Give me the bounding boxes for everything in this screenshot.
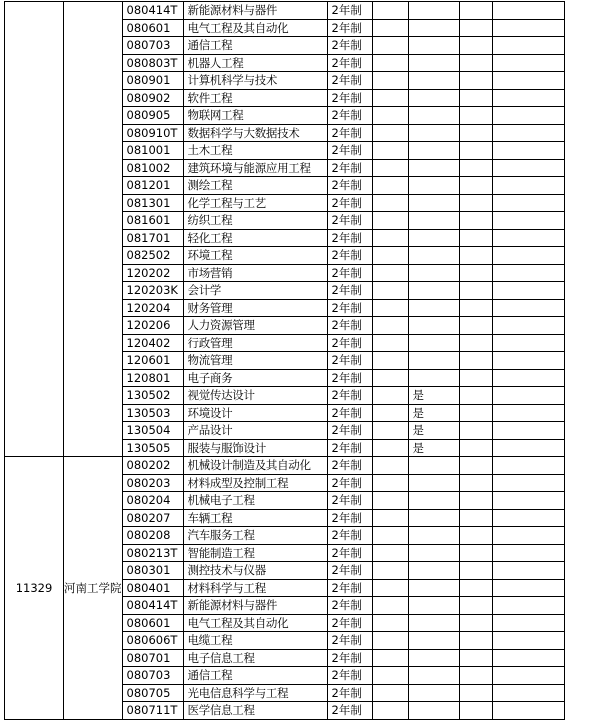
major-code-cell: 080208 <box>122 527 183 545</box>
blank-cell <box>459 702 492 720</box>
blank-cell <box>459 352 492 370</box>
major-code-cell: 080401 <box>122 579 183 597</box>
blank-cell <box>372 579 408 597</box>
duration-cell: 2年制 <box>327 299 372 317</box>
flag-cell <box>408 2 459 20</box>
blank-cell <box>492 387 564 405</box>
duration-cell: 2年制 <box>327 229 372 247</box>
flag-cell <box>408 159 459 177</box>
blank-cell <box>492 544 564 562</box>
blank-cell <box>492 422 564 440</box>
duration-cell: 2年制 <box>327 527 372 545</box>
major-code-cell: 080803T <box>122 54 183 72</box>
blank-cell <box>459 422 492 440</box>
duration-cell: 2年制 <box>327 667 372 685</box>
duration-cell: 2年制 <box>327 247 372 265</box>
duration-cell: 2年制 <box>327 474 372 492</box>
major-code-cell: 081002 <box>122 159 183 177</box>
blank-cell <box>372 457 408 475</box>
major-code-cell: 081701 <box>122 229 183 247</box>
major-name-cell: 市场营销 <box>183 264 327 282</box>
major-code-cell: 120203K <box>122 282 183 300</box>
blank-cell <box>492 247 564 265</box>
duration-cell: 2年制 <box>327 317 372 335</box>
major-name-cell: 软件工程 <box>183 89 327 107</box>
flag-cell <box>408 597 459 615</box>
majors-table <box>4 1 565 720</box>
major-code-cell: 080711T <box>122 702 183 720</box>
duration-cell: 2年制 <box>327 37 372 55</box>
blank-cell <box>372 212 408 230</box>
major-code-cell: 080414T <box>122 2 183 20</box>
major-code-cell: 080703 <box>122 667 183 685</box>
blank-cell <box>492 439 564 457</box>
duration-cell: 2年制 <box>327 457 372 475</box>
majors-table-body <box>5 2 565 720</box>
blank-cell <box>459 124 492 142</box>
major-code-cell: 081201 <box>122 177 183 195</box>
flag-cell <box>408 89 459 107</box>
flag-cell <box>408 72 459 90</box>
blank-cell <box>459 212 492 230</box>
blank-cell <box>459 317 492 335</box>
major-name-cell: 数据科学与大数据技术 <box>183 124 327 142</box>
blank-cell <box>372 299 408 317</box>
blank-cell <box>459 89 492 107</box>
blank-cell <box>372 177 408 195</box>
blank-cell <box>459 72 492 90</box>
blank-cell <box>492 632 564 650</box>
blank-cell <box>492 492 564 510</box>
flag-cell <box>408 334 459 352</box>
major-name-cell: 视觉传达设计 <box>183 387 327 405</box>
blank-cell <box>372 527 408 545</box>
school-name-cell <box>64 2 123 457</box>
flag-cell <box>408 632 459 650</box>
blank-cell <box>372 684 408 702</box>
major-name-cell: 轻化工程 <box>183 229 327 247</box>
blank-cell <box>372 37 408 55</box>
major-name-cell: 光电信息科学与工程 <box>183 684 327 702</box>
major-code-cell: 120601 <box>122 352 183 370</box>
duration-cell: 2年制 <box>327 194 372 212</box>
blank-cell <box>372 474 408 492</box>
flag-cell <box>408 684 459 702</box>
blank-cell <box>492 562 564 580</box>
major-code-cell: 080703 <box>122 37 183 55</box>
major-name-cell: 电气工程及其自动化 <box>183 614 327 632</box>
flag-cell <box>408 544 459 562</box>
major-name-cell: 机械电子工程 <box>183 492 327 510</box>
blank-cell <box>372 264 408 282</box>
blank-cell <box>492 299 564 317</box>
blank-cell <box>492 597 564 615</box>
blank-cell <box>492 509 564 527</box>
major-name-cell: 会计学 <box>183 282 327 300</box>
flag-cell <box>408 702 459 720</box>
blank-cell <box>372 404 408 422</box>
major-name-cell: 物流管理 <box>183 352 327 370</box>
flag-cell: 是 <box>408 404 459 422</box>
flag-cell <box>408 37 459 55</box>
blank-cell <box>492 264 564 282</box>
flag-cell <box>408 107 459 125</box>
blank-cell <box>492 369 564 387</box>
blank-cell <box>372 159 408 177</box>
duration-cell: 2年制 <box>327 597 372 615</box>
flag-cell <box>408 352 459 370</box>
flag-cell <box>408 177 459 195</box>
duration-cell: 2年制 <box>327 702 372 720</box>
blank-cell <box>459 19 492 37</box>
blank-cell <box>372 89 408 107</box>
duration-cell: 2年制 <box>327 89 372 107</box>
blank-cell <box>372 247 408 265</box>
major-name-cell: 电子信息工程 <box>183 649 327 667</box>
major-code-cell: 120202 <box>122 264 183 282</box>
duration-cell: 2年制 <box>327 72 372 90</box>
blank-cell <box>492 212 564 230</box>
blank-cell <box>492 159 564 177</box>
blank-cell <box>492 142 564 160</box>
flag-cell: 是 <box>408 422 459 440</box>
blank-cell <box>459 439 492 457</box>
major-name-cell: 行政管理 <box>183 334 327 352</box>
major-name-cell: 电子商务 <box>183 369 327 387</box>
blank-cell <box>372 422 408 440</box>
major-code-cell: 080414T <box>122 597 183 615</box>
table-row <box>5 2 565 20</box>
blank-cell <box>492 37 564 55</box>
flag-cell <box>408 212 459 230</box>
blank-cell <box>372 667 408 685</box>
blank-cell <box>459 667 492 685</box>
major-code-cell: 081001 <box>122 142 183 160</box>
major-name-cell: 计算机科学与技术 <box>183 72 327 90</box>
blank-cell <box>459 194 492 212</box>
major-code-cell: 080204 <box>122 492 183 510</box>
blank-cell <box>372 597 408 615</box>
flag-cell <box>408 474 459 492</box>
flag-cell <box>408 124 459 142</box>
blank-cell <box>492 474 564 492</box>
major-name-cell: 机械设计制造及其自动化 <box>183 457 327 475</box>
duration-cell: 2年制 <box>327 352 372 370</box>
blank-cell <box>492 54 564 72</box>
duration-cell: 2年制 <box>327 19 372 37</box>
blank-cell <box>492 72 564 90</box>
blank-cell <box>372 19 408 37</box>
flag-cell <box>408 282 459 300</box>
blank-cell <box>372 439 408 457</box>
flag-cell <box>408 194 459 212</box>
blank-cell <box>459 142 492 160</box>
duration-cell: 2年制 <box>327 264 372 282</box>
blank-cell <box>372 544 408 562</box>
duration-cell: 2年制 <box>327 107 372 125</box>
major-code-cell: 130505 <box>122 439 183 457</box>
flag-cell <box>408 457 459 475</box>
major-code-cell: 080213T <box>122 544 183 562</box>
flag-cell <box>408 142 459 160</box>
blank-cell <box>459 474 492 492</box>
blank-cell <box>492 317 564 335</box>
blank-cell <box>372 54 408 72</box>
duration-cell: 2年制 <box>327 492 372 510</box>
major-name-cell: 建筑环境与能源应用工程 <box>183 159 327 177</box>
major-name-cell: 化学工程与工艺 <box>183 194 327 212</box>
blank-cell <box>372 124 408 142</box>
duration-cell: 2年制 <box>327 282 372 300</box>
duration-cell: 2年制 <box>327 579 372 597</box>
blank-cell <box>492 2 564 20</box>
major-code-cell: 080301 <box>122 562 183 580</box>
blank-cell <box>372 229 408 247</box>
major-code-cell: 120801 <box>122 369 183 387</box>
blank-cell <box>459 527 492 545</box>
duration-cell: 2年制 <box>327 369 372 387</box>
duration-cell: 2年制 <box>327 404 372 422</box>
blank-cell <box>492 702 564 720</box>
duration-cell: 2年制 <box>327 124 372 142</box>
blank-cell <box>459 369 492 387</box>
major-code-cell: 080203 <box>122 474 183 492</box>
school-code-cell: 11329 <box>5 457 64 720</box>
major-name-cell: 产品设计 <box>183 422 327 440</box>
major-name-cell: 环境工程 <box>183 247 327 265</box>
major-name-cell: 新能源材料与器件 <box>183 597 327 615</box>
major-code-cell: 080202 <box>122 457 183 475</box>
major-code-cell: 080701 <box>122 649 183 667</box>
flag-cell <box>408 527 459 545</box>
blank-cell <box>459 54 492 72</box>
blank-cell <box>492 282 564 300</box>
blank-cell <box>459 177 492 195</box>
blank-cell <box>372 702 408 720</box>
flag-cell <box>408 492 459 510</box>
major-name-cell: 土木工程 <box>183 142 327 160</box>
duration-cell: 2年制 <box>327 544 372 562</box>
blank-cell <box>459 404 492 422</box>
major-name-cell: 电缆工程 <box>183 632 327 650</box>
major-name-cell: 车辆工程 <box>183 509 327 527</box>
blank-cell <box>492 124 564 142</box>
duration-cell: 2年制 <box>327 142 372 160</box>
flag-cell <box>408 247 459 265</box>
school-code-cell <box>5 2 64 457</box>
blank-cell <box>372 632 408 650</box>
blank-cell <box>459 159 492 177</box>
blank-cell <box>492 89 564 107</box>
blank-cell <box>372 194 408 212</box>
blank-cell <box>492 19 564 37</box>
blank-cell <box>459 37 492 55</box>
duration-cell: 2年制 <box>327 54 372 72</box>
blank-cell <box>492 334 564 352</box>
major-name-cell: 人力资源管理 <box>183 317 327 335</box>
major-name-cell: 医学信息工程 <box>183 702 327 720</box>
major-name-cell: 通信工程 <box>183 667 327 685</box>
major-code-cell: 080601 <box>122 19 183 37</box>
flag-cell <box>408 509 459 527</box>
flag-cell <box>408 317 459 335</box>
flag-cell <box>408 579 459 597</box>
major-code-cell: 130502 <box>122 387 183 405</box>
blank-cell <box>459 492 492 510</box>
blank-cell <box>459 247 492 265</box>
blank-cell <box>492 229 564 247</box>
major-code-cell: 080601 <box>122 614 183 632</box>
blank-cell <box>459 544 492 562</box>
blank-cell <box>459 334 492 352</box>
blank-cell <box>372 2 408 20</box>
blank-cell <box>492 579 564 597</box>
major-code-cell: 120204 <box>122 299 183 317</box>
flag-cell <box>408 54 459 72</box>
blank-cell <box>459 614 492 632</box>
blank-cell <box>492 194 564 212</box>
major-name-cell: 服装与服饰设计 <box>183 439 327 457</box>
major-code-cell: 120206 <box>122 317 183 335</box>
major-name-cell: 环境设计 <box>183 404 327 422</box>
major-code-cell: 120402 <box>122 334 183 352</box>
flag-cell <box>408 19 459 37</box>
duration-cell: 2年制 <box>327 387 372 405</box>
major-code-cell: 081301 <box>122 194 183 212</box>
blank-cell <box>372 317 408 335</box>
school-name-cell: 河南工学院 <box>64 457 123 720</box>
blank-cell <box>372 282 408 300</box>
major-name-cell: 汽车服务工程 <box>183 527 327 545</box>
major-name-cell: 财务管理 <box>183 299 327 317</box>
blank-cell <box>459 282 492 300</box>
blank-cell <box>372 614 408 632</box>
duration-cell: 2年制 <box>327 614 372 632</box>
blank-cell <box>372 352 408 370</box>
major-name-cell: 机器人工程 <box>183 54 327 72</box>
duration-cell: 2年制 <box>327 632 372 650</box>
major-code-cell: 080207 <box>122 509 183 527</box>
blank-cell <box>459 597 492 615</box>
blank-cell <box>372 72 408 90</box>
major-code-cell: 081601 <box>122 212 183 230</box>
flag-cell <box>408 369 459 387</box>
major-name-cell: 新能源材料与器件 <box>183 2 327 20</box>
major-name-cell: 测绘工程 <box>183 177 327 195</box>
blank-cell <box>372 509 408 527</box>
major-code-cell: 080902 <box>122 89 183 107</box>
blank-cell <box>492 649 564 667</box>
duration-cell: 2年制 <box>327 509 372 527</box>
blank-cell <box>372 334 408 352</box>
blank-cell <box>459 649 492 667</box>
flag-cell <box>408 614 459 632</box>
blank-cell <box>492 527 564 545</box>
blank-cell <box>459 264 492 282</box>
blank-cell <box>459 632 492 650</box>
blank-cell <box>459 562 492 580</box>
blank-cell <box>372 369 408 387</box>
major-code-cell: 130503 <box>122 404 183 422</box>
blank-cell <box>372 492 408 510</box>
duration-cell: 2年制 <box>327 159 372 177</box>
flag-cell: 是 <box>408 439 459 457</box>
flag-cell <box>408 562 459 580</box>
blank-cell <box>492 177 564 195</box>
blank-cell <box>459 579 492 597</box>
blank-cell <box>459 387 492 405</box>
blank-cell <box>492 614 564 632</box>
blank-cell <box>459 299 492 317</box>
major-code-cell: 082502 <box>122 247 183 265</box>
major-code-cell: 080606T <box>122 632 183 650</box>
blank-cell <box>372 142 408 160</box>
major-code-cell: 130504 <box>122 422 183 440</box>
blank-cell <box>459 509 492 527</box>
major-code-cell: 080905 <box>122 107 183 125</box>
duration-cell: 2年制 <box>327 177 372 195</box>
blank-cell <box>459 2 492 20</box>
major-name-cell: 纺织工程 <box>183 212 327 230</box>
flag-cell <box>408 264 459 282</box>
major-name-cell: 通信工程 <box>183 37 327 55</box>
major-code-cell: 080705 <box>122 684 183 702</box>
blank-cell <box>492 107 564 125</box>
blank-cell <box>492 684 564 702</box>
major-code-cell: 080910T <box>122 124 183 142</box>
flag-cell: 是 <box>408 387 459 405</box>
duration-cell: 2年制 <box>327 439 372 457</box>
blank-cell <box>492 352 564 370</box>
blank-cell <box>492 457 564 475</box>
blank-cell <box>372 562 408 580</box>
table-row <box>5 457 565 475</box>
blank-cell <box>459 457 492 475</box>
duration-cell: 2年制 <box>327 684 372 702</box>
duration-cell: 2年制 <box>327 334 372 352</box>
flag-cell <box>408 299 459 317</box>
blank-cell <box>459 229 492 247</box>
major-name-cell: 材料成型及控制工程 <box>183 474 327 492</box>
flag-cell <box>408 667 459 685</box>
blank-cell <box>459 107 492 125</box>
blank-cell <box>372 387 408 405</box>
major-name-cell: 物联网工程 <box>183 107 327 125</box>
major-name-cell: 电气工程及其自动化 <box>183 19 327 37</box>
major-name-cell: 测控技术与仪器 <box>183 562 327 580</box>
duration-cell: 2年制 <box>327 649 372 667</box>
blank-cell <box>492 667 564 685</box>
major-name-cell: 材料科学与工程 <box>183 579 327 597</box>
blank-cell <box>492 404 564 422</box>
duration-cell: 2年制 <box>327 562 372 580</box>
flag-cell <box>408 649 459 667</box>
blank-cell <box>459 684 492 702</box>
blank-cell <box>372 107 408 125</box>
major-name-cell: 智能制造工程 <box>183 544 327 562</box>
duration-cell: 2年制 <box>327 212 372 230</box>
blank-cell <box>372 649 408 667</box>
major-code-cell: 080901 <box>122 72 183 90</box>
duration-cell: 2年制 <box>327 422 372 440</box>
duration-cell: 2年制 <box>327 2 372 20</box>
flag-cell <box>408 229 459 247</box>
